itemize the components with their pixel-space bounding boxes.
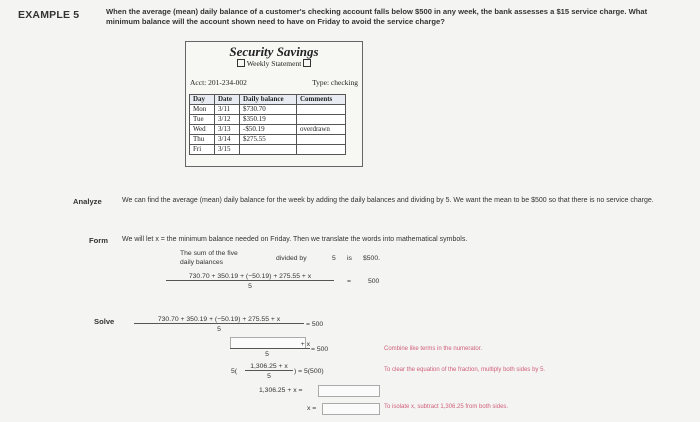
table-cell: $730.70 bbox=[240, 105, 297, 115]
table-cell: $275.55 bbox=[240, 135, 297, 145]
solve-line3-right: ) = 5(500) bbox=[294, 368, 324, 375]
form-text: We will let x = the minimum balance needed on Friday. Then we translate the words into mathematical symbols. bbox=[122, 236, 468, 243]
target-word: $500. bbox=[363, 255, 381, 262]
table-cell bbox=[297, 145, 346, 155]
solve-line3-denominator: 5 bbox=[267, 373, 271, 380]
solve-label: Solve bbox=[94, 317, 115, 326]
column-header: Date bbox=[215, 95, 240, 105]
solve-line1-rhs: = 500 bbox=[306, 321, 324, 328]
sum-words-1: The sum of the five bbox=[180, 250, 238, 257]
divisor-word: 5 bbox=[332, 255, 336, 262]
solve-line3-numerator: 1,306.25 + x bbox=[245, 363, 293, 371]
column-header: Day bbox=[190, 95, 215, 105]
divided-by-label: divided by bbox=[276, 255, 307, 262]
note-clear-fraction: To clear the equation of the fraction, multiply both sides by 5. bbox=[384, 367, 546, 373]
table-cell: 3/14 bbox=[215, 135, 240, 145]
checkbox-icon bbox=[237, 59, 245, 67]
column-header: Daily balance bbox=[240, 95, 297, 105]
bank-statement bbox=[185, 41, 363, 167]
table-row bbox=[190, 105, 346, 115]
table-cell: Mon bbox=[190, 105, 215, 115]
sum-words-2: daily balances bbox=[180, 259, 224, 266]
statement-account: Acct: 201-234-002 bbox=[190, 78, 247, 87]
form-rhs: 500 bbox=[368, 278, 380, 285]
balance-table bbox=[189, 94, 346, 155]
column-header: Comments bbox=[297, 95, 346, 105]
table-row bbox=[190, 115, 346, 125]
table-cell: Thu bbox=[190, 135, 215, 145]
solve-line2-rhs: = 500 bbox=[311, 346, 329, 353]
table-cell: -$50.19 bbox=[240, 125, 297, 135]
answer-box[interactable] bbox=[318, 385, 380, 397]
form-equals: = bbox=[347, 278, 351, 285]
form-label: Form bbox=[89, 236, 108, 245]
table-cell: 3/13 bbox=[215, 125, 240, 135]
solve-line2-denominator: 5 bbox=[265, 351, 269, 358]
table-cell bbox=[297, 105, 346, 115]
solve-line5: x = bbox=[307, 405, 317, 412]
table-cell bbox=[240, 145, 297, 155]
note-isolate: To isolate x, subtract 1,306.25 from both sides. bbox=[384, 404, 509, 410]
solve-line1-numerator: 730.70 + 350.19 + (−50.19) + 275.55 + x bbox=[134, 316, 304, 324]
note-combine: Combine like terms in the numerator. bbox=[384, 346, 483, 352]
table-cell: Tue bbox=[190, 115, 215, 125]
table-row bbox=[190, 135, 346, 145]
solve-line2-numerator: + x bbox=[230, 341, 310, 349]
solve-line4: 1,306.25 + x = bbox=[259, 387, 303, 394]
table-cell: Fri bbox=[190, 145, 215, 155]
checkbox-icon bbox=[303, 59, 311, 67]
table-cell: $350.19 bbox=[240, 115, 297, 125]
table-cell: 3/12 bbox=[215, 115, 240, 125]
statement-weekly bbox=[186, 59, 362, 68]
answer-box[interactable] bbox=[322, 403, 380, 415]
statement-title: Security Savings bbox=[229, 44, 319, 59]
form-numerator: 730.70 + 350.19 + (−50.19) + 275.55 + x bbox=[166, 273, 334, 281]
example-question: When the average (mean) daily balance of a customer's checking account falls below $500 in any week, the bank assesses a $15 service charge. What minimum balance will the account shown need to have on Friday to avoid the service charge? bbox=[106, 7, 648, 26]
table-cell: 3/15 bbox=[215, 145, 240, 155]
solve-line3-left: 5( bbox=[231, 368, 238, 375]
statement-type: Type: checking bbox=[312, 78, 358, 87]
table-cell bbox=[297, 115, 346, 125]
form-denominator: 5 bbox=[248, 283, 252, 290]
table-cell: 3/11 bbox=[215, 105, 240, 115]
table-cell: overdrawn bbox=[297, 125, 346, 135]
table-cell bbox=[297, 135, 346, 145]
table-row bbox=[190, 145, 346, 155]
is-word: is bbox=[347, 255, 352, 262]
table-cell: Wed bbox=[190, 125, 215, 135]
solve-line1-denominator: 5 bbox=[217, 326, 221, 333]
table-row bbox=[190, 125, 346, 135]
example-label: EXAMPLE 5 bbox=[18, 9, 80, 21]
analyze-text: We can find the average (mean) daily balance for the week by adding the daily balances and dividing by 5. We want the mean to be $500 so that there is no service charge. bbox=[122, 197, 654, 204]
analyze-label: Analyze bbox=[73, 197, 102, 206]
table-header-row bbox=[190, 95, 346, 105]
statement-weekly-label: Weekly Statement bbox=[246, 59, 302, 68]
